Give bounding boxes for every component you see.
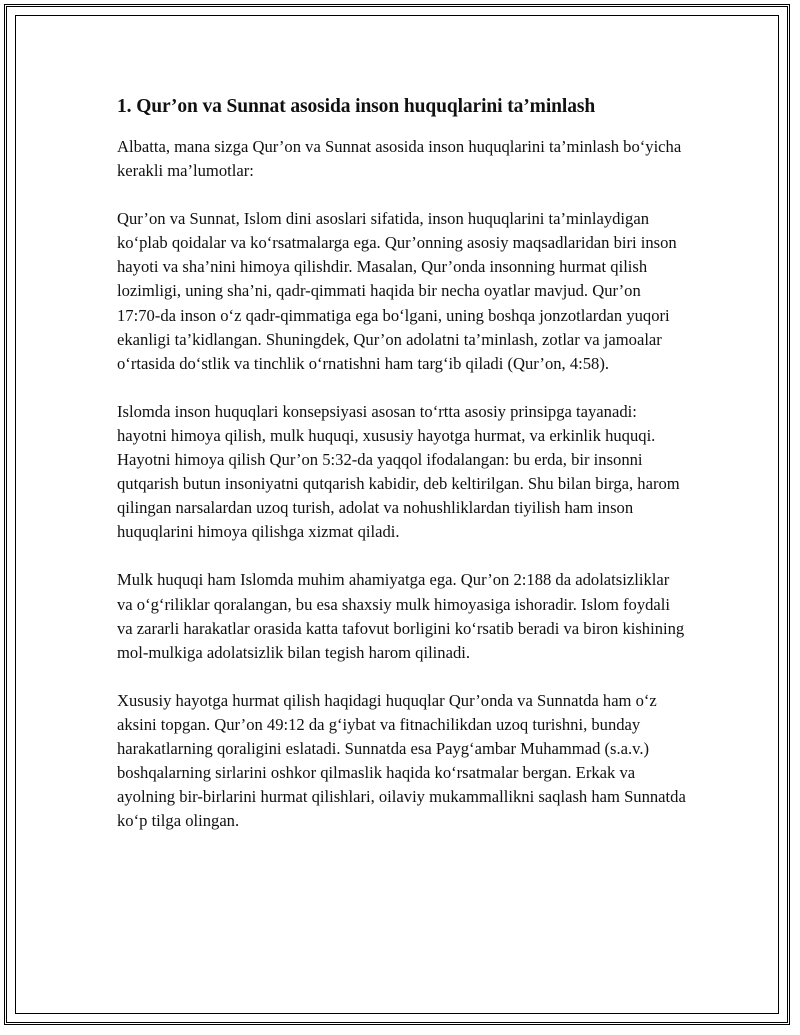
- paragraph-human-rights-principles: Islomda inson huquqlari konsepsiyasi asosan to‘rtta asosiy prinsipga tayanadi: hayotni himoya qilish, mulk huquqi, xususiy hayotga hurmat, va erkinlik huquqi. Hayotni himoya qilish Qur’on 5:32-da yaqqol ifodalangan: bu erda, bir insonni qutqarish butun insoniyatni qutqarish kabidir, deb keltirilgan. Shu bilan birga, harom qilingan narsalardan uzoq turish, adolat va nohushliklardan tiyilish ham inson huquqlarini himoya qilishga xizmat qiladi.: [117, 401, 680, 542]
- document-body: [117, 95, 687, 857]
- paragraph-property-rights: Mulk huquqi ham Islomda muhim ahamiyatga ega. Qur’on 2:188 da adolatsizliklar va o‘g‘riliklar qoralangan, bu esa shaxsiy mulk himoyasiga ishoradir. Islom foydali va zararli harakatlar orasida katta tafovut borligini ko‘rsatib beradi va biron kishining mol-mulkiga adolatsizlik bilan tegish harom qilinadi.: [117, 570, 685, 662]
- paragraph-quran-sunnah: Qur’on va Sunnat, Islom dini asoslari sifatida, inson huquqlarini ta’minlaydigan ko‘plab qoidalar va ko‘rsatmalarga ega. Qur’onning asosiy maqsadlaridan biri inson hayoti va sha’nini himoya qilishdir. Masalan, Qur’onda insonning hurmat qilish lozimligi, uning sha’ni, qadr-qimmati haqida bir necha oyatlar mavjud. Qur’on 17:70-da inson o‘z qadr-qimmatiga ega bo‘lgani, uning boshqa jonzotlardan yuqori ekanligi ta’kidlangan. Shuningdek, Qur’on adolatni ta’minlash, zotlar va jamoalar o‘rtasida do‘stlik va tinchlik o‘rnatishni ham targ‘ib qiladi (Qur’on, 4:58).: [117, 209, 677, 373]
- section-heading: 1. Qur’on va Sunnat asosida inson huquqlarini ta’minlash: [117, 96, 596, 117]
- intro-paragraph: Albatta, mana sizga Qur’on va Sunnat asosida inson huquqlarini ta’minlash bo‘yicha kerakli ma’lumotlar:: [117, 137, 682, 181]
- paragraph-privacy-rights: Xususiy hayotga hurmat qilish haqidagi huquqlar Qur’onda va Sunnatda ham o‘z aksini topgan. Qur’on 49:12 da g‘iybat va fitnachilikdan uzoq turishni, bunday harakatlarning qoraligini eslatadi. Sunnatda esa Payg‘ambar Muhammad (s.a.v.) boshqalarning sirlarini oshkor qilmaslik haqida ko‘rsatmalar bergan. Erkak va ayolning bir-birlarini hurmat qilishlari, oilaviy mukammallikni saqlash ham Sunnatda ko‘p tilga olingan.: [117, 690, 686, 831]
